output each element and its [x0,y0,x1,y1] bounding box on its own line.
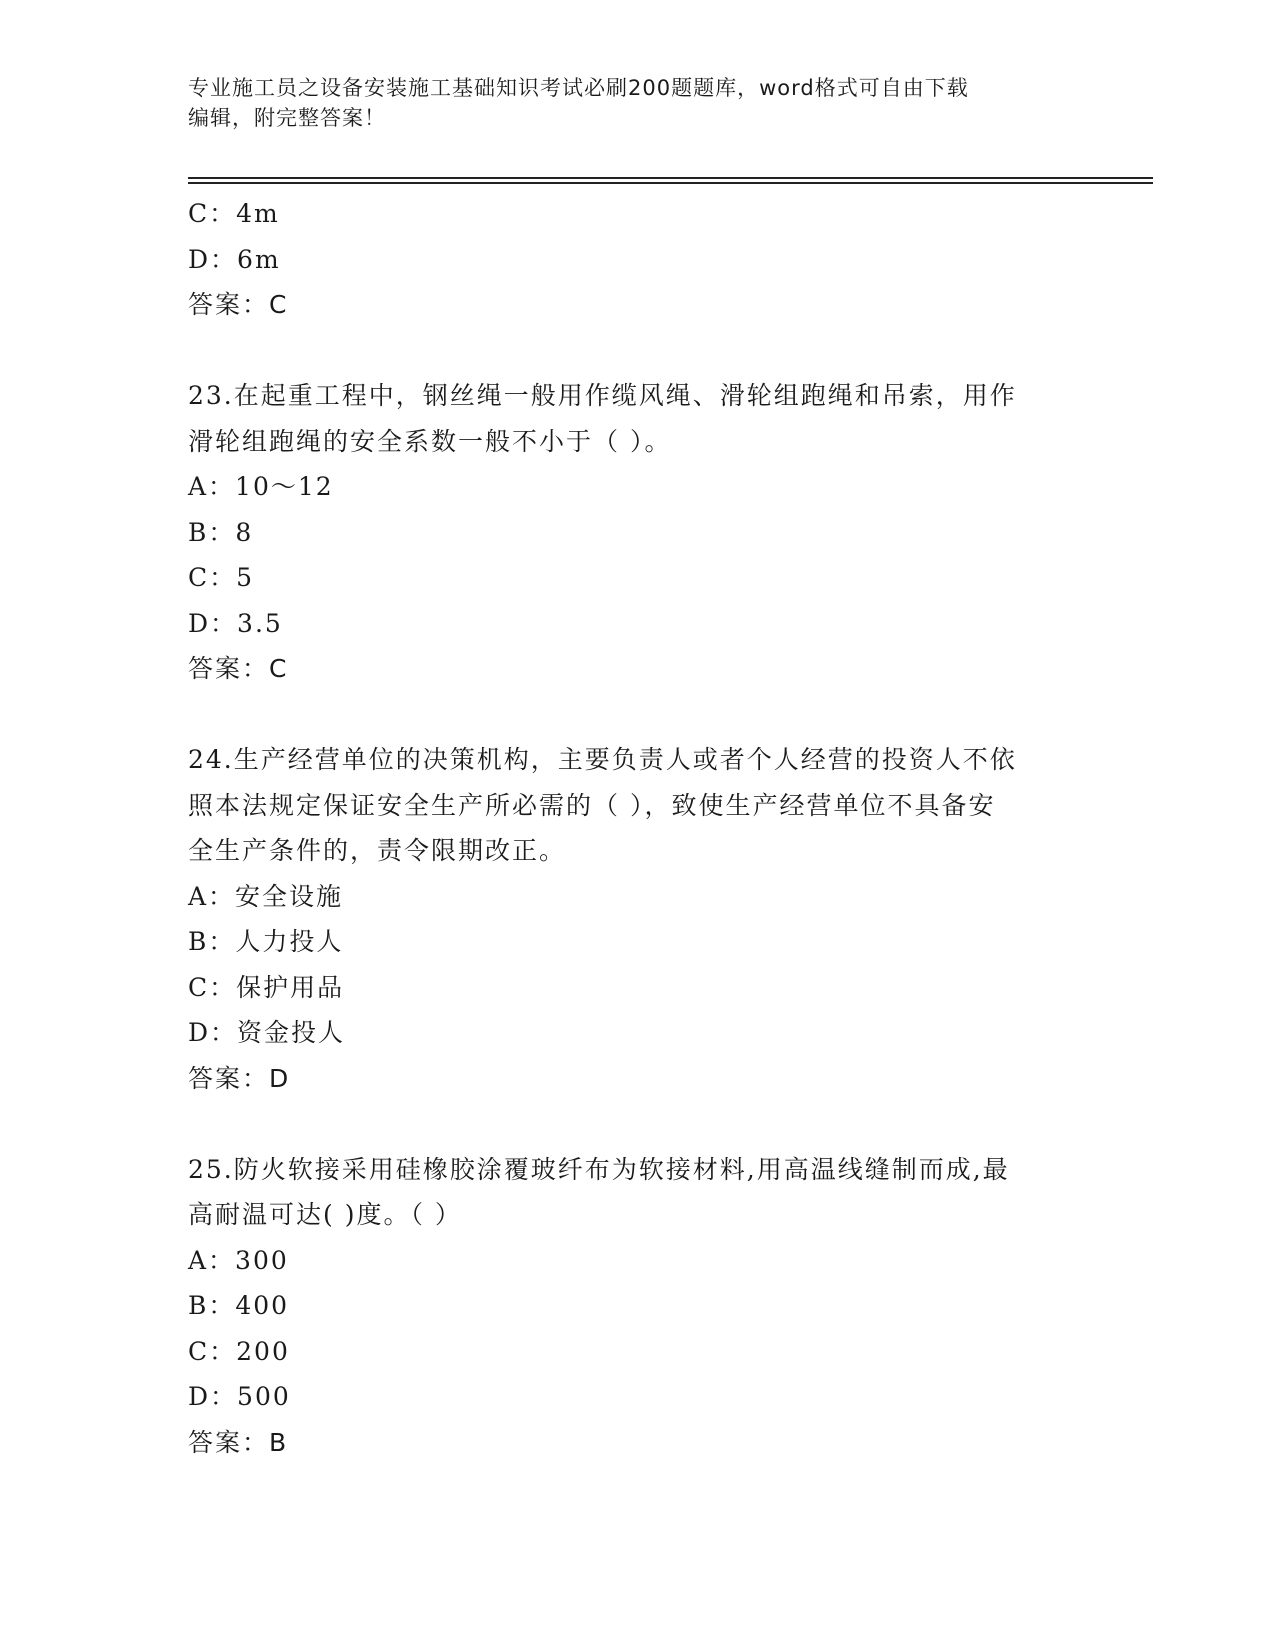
answer-line: 答案：D [188,1063,291,1093]
option-d: D：资金投人 [188,1018,346,1047]
option-a: A：安全设施 [188,881,344,911]
option-d: D：3.5 [188,608,283,638]
option-d: D：6m [188,244,281,274]
header-line-1: 专业施工员之设备安装施工基础知识考试必刷200题题库，word格式可自由下载 [188,76,969,100]
question-23 [188,373,1088,692]
option-c: C：5 [188,563,255,592]
question-25 [188,1147,1088,1466]
answer-line: 答案：C [188,290,289,319]
question-stem-line: 25.防火软接采用硅橡胶涂覆玻纤布为软接材料,用高温线缝制而成,最 [188,1154,1010,1184]
spacer [188,328,1088,374]
question-stem-line: 照本法规定保证安全生产所必需的（ ），致使生产经营单位不具备安 [188,790,996,820]
document-header [188,73,1088,133]
spacer [188,1101,1088,1147]
answer-line: 答案：B [188,1427,289,1457]
spacer [188,692,1088,738]
option-d: D：500 [188,1382,291,1411]
question-stem-line: 全生产条件的，责令限期改正。 [188,836,567,865]
question-content [188,191,1088,1465]
option-c: C：200 [188,1336,290,1366]
header-divider-top [188,177,1153,179]
question-stem-line: 高耐温可达( )度。（ ） [188,1200,462,1229]
option-b: B：人力投人 [188,927,344,956]
option-b: B：400 [188,1291,290,1320]
question-stem-line: 23.在起重工程中，钢丝绳一般用作缆风绳、滑轮组跑绳和吊索，用作 [188,381,1017,410]
option-c: C：保护用品 [188,972,345,1002]
answer-line: 答案：C [188,654,289,683]
prev-question [188,191,1088,328]
option-a: A：10～12 [188,472,334,501]
option-b: B：8 [188,517,254,547]
option-a: A：300 [188,1245,289,1275]
question-24 [188,737,1088,1101]
header-line-2: 编辑，附完整答案！ [188,106,386,130]
header-divider-bottom [188,182,1153,184]
question-stem-line: 滑轮组跑绳的安全系数一般不小于（ ）。 [188,426,672,456]
option-c: C：4m [188,199,280,228]
question-stem-line: 24.生产经营单位的决策机构，主要负责人或者个人经营的投资人不依 [188,745,1017,774]
